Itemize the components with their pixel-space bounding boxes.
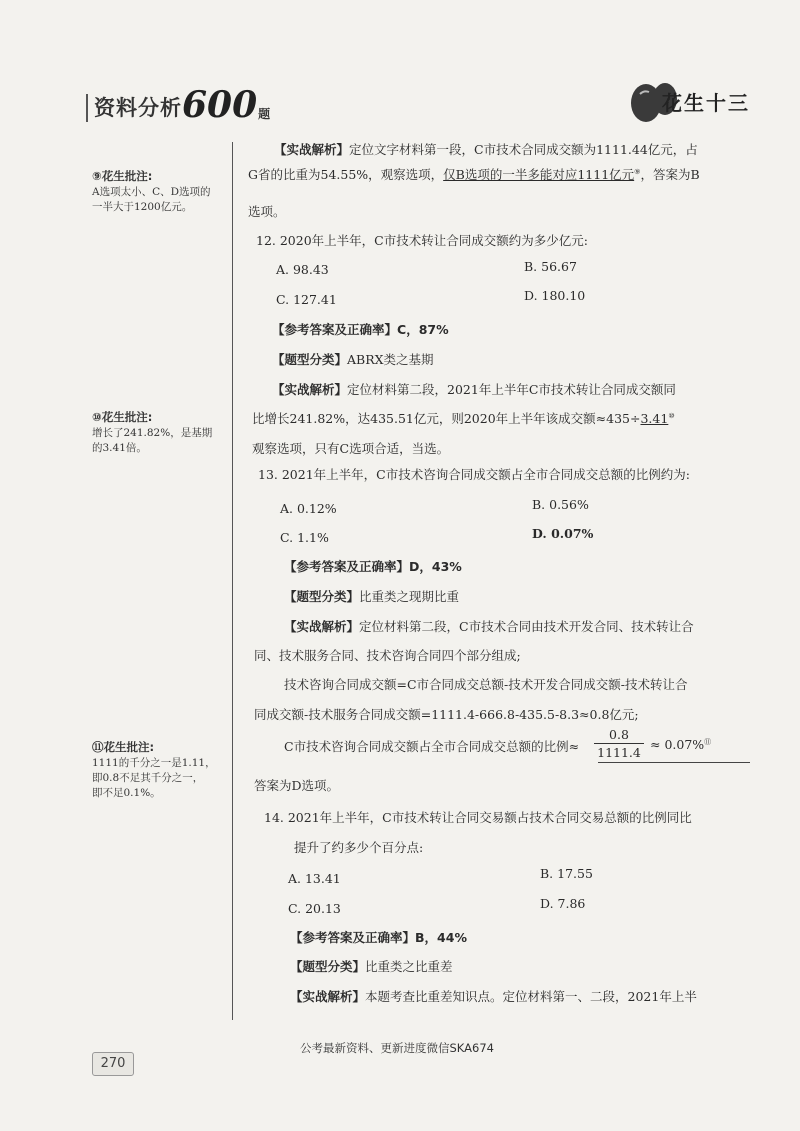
- fraction: [594, 727, 644, 760]
- analysis-text: 本题考查比重差知识点。定位材料第一、二段，2021年上半: [365, 989, 697, 1004]
- option-a: A. 98.43: [276, 262, 329, 277]
- brand-logo: [630, 78, 750, 124]
- fraction-denominator: 1111.4: [597, 745, 641, 760]
- side-note-title: ⑩花生批注:: [92, 410, 153, 424]
- answer-value: D，43%: [409, 559, 462, 574]
- side-note-line: 即不足0.1%。: [92, 787, 161, 799]
- question-13: 13. 2021年上半年，C市技术咨询合同成交额占全市合同成交总额的比例约为:: [258, 467, 690, 482]
- side-note: [92, 740, 220, 801]
- type-value: ABRX类之基期: [347, 352, 434, 367]
- type-label: 【题型分类】: [284, 589, 360, 604]
- underlined-text: 3.41: [640, 411, 669, 426]
- answer-line: [284, 557, 462, 575]
- analysis-line: [248, 165, 700, 183]
- title-bar: [86, 94, 88, 122]
- option-b: B. 0.56%: [532, 497, 589, 512]
- type-line: [284, 587, 459, 605]
- side-note-line: 一半大于1200亿元。: [92, 201, 193, 213]
- fraction-bar: [594, 743, 644, 744]
- analysis-line: 答案为D选项。: [254, 778, 340, 793]
- question-14-cont: 提升了约多少个百分点:: [294, 840, 424, 855]
- side-note: [92, 410, 220, 456]
- type-value: 比重类之比重差: [365, 959, 453, 974]
- side-note-title: ⑨花生批注:: [92, 169, 153, 183]
- analysis-text: ，答案为B: [640, 167, 700, 182]
- side-note-line: A选项太小、C、D选项的: [92, 186, 211, 198]
- option-b: B. 17.55: [540, 866, 593, 881]
- analysis-line: 同、技术服务合同、技术咨询合同四个部分组成;: [254, 648, 521, 663]
- side-note-title: ⑪花生批注:: [92, 740, 155, 754]
- option-c: C. 127.41: [276, 292, 337, 307]
- option-a: A. 13.41: [288, 871, 341, 886]
- analysis-text: 定位文字材料第一段，C市技术合同成交额为1111.44亿元，占: [349, 142, 698, 157]
- analysis-line: [290, 987, 697, 1005]
- underline-rule: [598, 762, 750, 763]
- book-title-text: 资料分析: [94, 96, 182, 120]
- footer-text: 公考最新资料、更新进度微信SKA674: [300, 1041, 494, 1055]
- analysis-line: 技术咨询合同成交额=C市合同成交总额-技术开发合同成交额-技术转让合: [284, 677, 688, 692]
- type-line: [272, 350, 434, 368]
- side-note-line: 的3.41倍。: [92, 442, 147, 454]
- question-12: 12. 2020年上半年，C市技术转让合同成交额约为多少亿元:: [256, 233, 588, 248]
- answer-line: [290, 928, 467, 946]
- analysis-label: 【实战解析】: [274, 142, 350, 157]
- analysis-text: 比增长241.82%，达435.51亿元，则2020年上半年该成交额≈435÷: [252, 411, 641, 426]
- option-b: B. 56.67: [524, 259, 577, 274]
- footnote-mark: ⑨: [634, 167, 641, 176]
- option-d: D. 7.86: [540, 896, 586, 911]
- analysis-label: 【实战解析】: [290, 989, 366, 1004]
- type-label: 【题型分类】: [290, 959, 366, 974]
- answer-label: 【参考答案及正确率】: [272, 322, 398, 337]
- answer-value: B，44%: [415, 930, 467, 945]
- side-note: [92, 169, 220, 215]
- analysis-text: [650, 737, 711, 752]
- side-note-line: 增长了241.82%，是基期: [92, 427, 213, 439]
- column-divider: [232, 142, 233, 1020]
- analysis-line: [252, 409, 675, 427]
- answer-value: C，87%: [397, 322, 449, 337]
- book-title-suffix: 题: [258, 107, 271, 121]
- option-d: D. 180.10: [524, 288, 586, 303]
- analysis-line: [284, 617, 694, 635]
- analysis-text: G省的比重为54.55%，观察选项，: [248, 167, 444, 182]
- answer-label: 【参考答案及正确率】: [284, 559, 410, 574]
- type-value: 比重类之现期比重: [359, 589, 460, 604]
- underlined-text: 仅B选项的一半多能对应1111亿元: [443, 167, 635, 182]
- analysis-line: 观察选项，只有C选项合适，当选。: [252, 441, 450, 456]
- footnote-mark: ⑪: [704, 738, 712, 746]
- option-c: C. 1.1%: [280, 530, 329, 545]
- footnote-mark: ⑩: [668, 411, 675, 420]
- type-line: [290, 957, 453, 975]
- analysis-text: 定位材料第二段，C市技术合同由技术开发合同、技术转让合: [359, 619, 694, 634]
- answer-label: 【参考答案及正确率】: [290, 930, 416, 945]
- side-note-line: 1111的千分之一是1.11，: [92, 757, 216, 769]
- analysis-line: 同成交额-技术服务合同成交额=1111.4-666.8-435.5-8.3≈0.8亿元;: [254, 707, 639, 722]
- analysis-label: 【实战解析】: [284, 619, 360, 634]
- page-number: 270: [92, 1052, 134, 1076]
- analysis-line: 选项。: [248, 204, 286, 219]
- option-a: A. 0.12%: [280, 501, 337, 516]
- analysis-line: C市技术咨询合同成交额占全市合同成交总额的比例≈: [284, 739, 580, 754]
- book-title-number: 600: [182, 84, 258, 126]
- analysis-text: 定位材料第二段，2021年上半年C市技术转让合同成交额同: [347, 382, 676, 397]
- book-title: [86, 84, 271, 126]
- analysis-line: [272, 380, 676, 398]
- option-d: D. 0.07%: [532, 526, 594, 541]
- side-note-line: 即0.8不足其千分之一，: [92, 772, 204, 784]
- fraction-numerator: 0.8: [609, 727, 629, 742]
- option-c: C. 20.13: [288, 901, 341, 916]
- brand-name: 花生十三: [662, 90, 750, 115]
- answer-line: [272, 320, 449, 338]
- type-label: 【题型分类】: [272, 352, 348, 367]
- question-14: 14. 2021年上半年，C市技术转让合同交易额占技术合同交易总额的比例同比: [264, 810, 692, 825]
- analysis-label: 【实战解析】: [272, 382, 348, 397]
- result-value: ≈ 0.07%: [650, 737, 705, 753]
- analysis-paragraph: [274, 140, 698, 158]
